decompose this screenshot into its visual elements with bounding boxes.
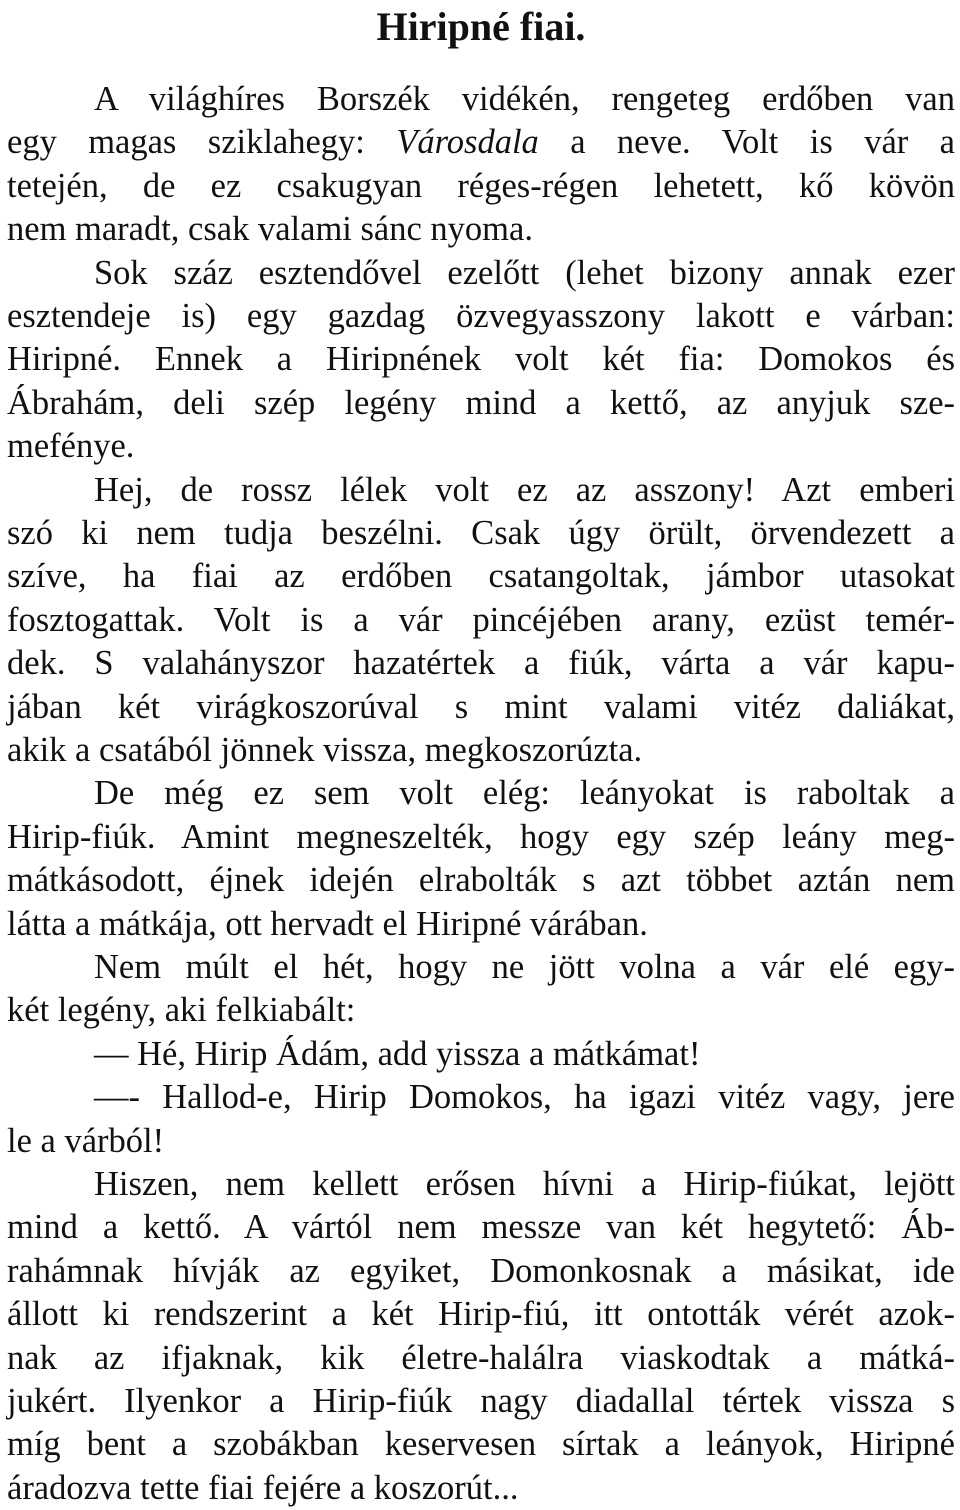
text-segment: fosztogattak. Volt is a vár pincéjében arany, ezüst temér- (7, 600, 955, 639)
text-line (7, 903, 955, 946)
text-line (7, 1076, 955, 1119)
text-line (7, 816, 955, 859)
text-line (7, 165, 955, 208)
text-line (7, 1163, 955, 1206)
text-segment: esztendeje is) egy gazdag özvegyasszony lakott e várban: (7, 297, 955, 335)
text-line (7, 555, 955, 598)
text-segment: A világhíres Borszék vidékén, rengeteg erdőben van (94, 80, 955, 118)
text-segment: jában két virágkoszorúval s mint valami vitéz daliákat, (7, 687, 955, 726)
text-segment: rahámnak hívják az egyiket, Domonkosnak a másikat, ide (7, 1251, 955, 1290)
text-segment: jukért. Ilyenkor a Hirip-fiúk nagy diadallal tértek vissza s (7, 1382, 955, 1420)
text-segment: Ábrahám, deli szép legény mind a kettő, az anyjuk sze- (7, 383, 955, 422)
text-line (7, 1467, 955, 1510)
text-line (7, 208, 955, 251)
text-line (7, 425, 955, 468)
text-segment: látta a mátkája, ott hervadt el Hiripné várában. (7, 904, 648, 943)
text-segment: áradozva tette fiai fejére a koszorút... (7, 1468, 519, 1507)
text-segment: mátkásodott, éjnek idején elrabolták s azt többet aztán nem (7, 861, 955, 900)
text-segment: — Hé, Hirip Ádám, add yissza a mátkámat! (94, 1034, 701, 1073)
text-line (7, 1120, 955, 1163)
text-segment: tetején, de ez csakugyan réges-régen lehetett, kő kövön (7, 166, 955, 205)
text-line (7, 1423, 955, 1466)
text-line (7, 1033, 955, 1076)
text-segment: Nem múlt el hét, hogy ne jött volna a vár elé egy- (94, 948, 955, 986)
text-segment: a neve. Volt is vár a (538, 123, 955, 162)
text-segment: le a várból! (7, 1121, 165, 1160)
text-line (7, 512, 955, 555)
text-line (7, 859, 955, 902)
text-segment: mefénye. (7, 427, 135, 466)
text-segment: Sok száz esztendővel ezelőtt (lehet bizony annak ezer (94, 253, 955, 292)
text-line (7, 338, 955, 381)
text-line (7, 469, 955, 512)
text-line (7, 599, 955, 642)
text-segment: mind a kettő. A vártól nem messze van két hegytető: Áb- (7, 1208, 955, 1247)
text-segment: Hirip-fiúk. Amint megneszelték, hogy egy szép leány meg- (7, 817, 955, 856)
text-line (7, 78, 955, 121)
page-title: Hiripné fiai. (376, 4, 586, 49)
text-segment: Hiszen, nem kellett erősen hívni a Hirip-fiúkat, lejött (94, 1165, 955, 1203)
text-segment: egy magas sziklahegy: (7, 123, 397, 162)
text-line (7, 382, 955, 425)
text-segment: dek. S valahányszor hazatértek a fiúk, várta a vár kapu- (7, 644, 955, 683)
text-line (7, 686, 955, 729)
text-line (7, 1206, 955, 1249)
text-segment: —- Hallod-e, Hirip Domokos, ha igazi vitéz vagy, jere (94, 1078, 955, 1117)
text-line (7, 295, 955, 338)
text-segment: nem maradt, csak valami sánc nyoma. (7, 210, 533, 249)
text-line (7, 1337, 955, 1380)
text-line (7, 121, 955, 164)
text-segment: akik a csatából jönnek vissza, megkoszorúzta. (7, 731, 643, 769)
text-line (7, 946, 955, 989)
text-line (7, 989, 955, 1032)
text-segment: szó ki nem tudja beszélni. Csak úgy örült, örvendezett a (7, 514, 955, 552)
text-segment: De még ez sem volt elég: leányokat is raboltak a (94, 774, 955, 813)
text-line (7, 1293, 955, 1336)
text-segment: Hiripné. Ennek a Hiripnének volt két fia: Domokos és (7, 340, 955, 379)
text-line (7, 252, 955, 295)
text-segment: míg bent a szobákban keservesen sírtak a leányok, Hiripné (7, 1425, 955, 1464)
text-segment: állott ki rendszerint a két Hirip-fiú, itt ontották vérét azok- (7, 1295, 955, 1334)
text-segment: nak az ifjaknak, kik életre-halálra viaskodtak a mátká- (7, 1338, 955, 1377)
text-segment: szíve, ha fiai az erdőben csatangoltak, jámbor utasokat (7, 557, 955, 596)
text-segment: Hej, de rossz lélek volt ez az asszony! Azt emberi (94, 470, 955, 509)
place-name-italic: Városdala (396, 123, 539, 162)
text-line (7, 1380, 955, 1423)
text-segment: két legény, aki felkiabált: (7, 991, 356, 1030)
text-line (7, 772, 955, 815)
text-line (7, 1250, 955, 1293)
text-line (7, 729, 955, 772)
text-line (7, 642, 955, 685)
